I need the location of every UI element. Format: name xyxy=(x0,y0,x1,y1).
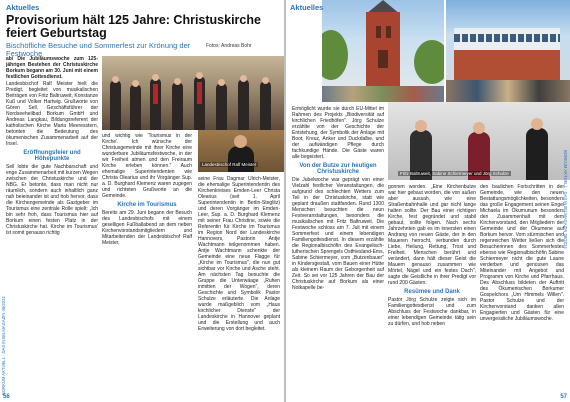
subheading: Kirche im Tourismus xyxy=(117,202,177,208)
person-figure xyxy=(238,79,249,130)
person-face xyxy=(262,77,269,84)
photo-credit: Fotos: Andreas Bohr xyxy=(206,43,252,49)
church-window xyxy=(378,50,388,68)
right-page xyxy=(286,0,570,402)
person-face xyxy=(240,75,247,82)
article-lead: ab/ Die Jubiläumswoche zum 125-jährigen Bestehen der Christuskirche Borkum begann am 30. Juni mit einem festlichen Gottesdienst. xyxy=(6,56,98,80)
paragraph: Pastor Jörg Schulze zeigte sich im Familiengottesdienst und zum Abschluss der Festwoche dankbar, in einer lebendigen Gemeinde tätig sein zu dürfen, und hob neben xyxy=(388,297,476,327)
person-figure xyxy=(216,83,227,130)
paragraph: Die Jubelwoche war geprägt von einer Vielzahl festlicher Veranstaltungen, die aufgrund des schlechten Wetters zum Teil in der Christuskirche, statt wie geplant draußen stattfanden. Rund 1300 Menschen besuchten die neun Festveranstaltungen, besonders die musikalischen mit Fritz Baltruweit. Die Festwoche schloss am 7. Juli mit einem Sommerfest und einem lebendigen Familiengottesdienst. In diesem erzählte die Regionalbischöfin des Evangelisch-lutherischen Sprengels Ostfriesland-Ems, Sabine Schiermeyer, vom „Butzenbauer" in Kindersgestalt, vom Bauen einer Hütte als kleinem Raum der Geborgenheit auf Zeit. So sei vor 125 Jahren der Bau der Christuskirche auf Borkum als einer Notkapelle be- xyxy=(292,177,384,291)
person-figure xyxy=(130,84,141,130)
person-figure xyxy=(526,128,548,180)
text-column-1 xyxy=(6,56,98,392)
paragraph: seine Frau Dagmar Ulrich-Meister, die ehemalige Superintendentin des Kirchenkreises Emden-Leer Christa Olearius (seit 1. April Superintendentin in Berlin-Steglitz) und deren Vorgänger im Emden-Leer, Sup. a. D. Burghard Klemenz mit seiner Frau Christine, sowie die Referentin für Kirche im Tourismus im Region Nord der Landeskirche Hannovers, Pastorin Antje Wachtmann teilgenommen haben. Antje Wachtmann schenkte der Gemeinde eine neue Flagge für „Kirche im Tourismus", die nun gut sichtbar vor Kirche und Asche steht. Am nächsten Tag besuchte die Gruppe die Unterwäage „Ruhen inmitten der Wogen", deren Geschichte und Symbolik Pastor Schulze erläuterte. Die Anlage wurde maßgeblich vom „Haus kirchlicher Dienste" der Landeskirche in Hannover geplant und die Erstellung und auch Erweiterung von dort begleitet. xyxy=(198,176,280,332)
text-column-2 xyxy=(388,184,476,392)
paragraph: und wichtig wie 'Tourismus in der Kirche'. Ich wünsche der Christusgemeinde mit ihrer Kirche eine wunderbare Jubiläumsfestwoche, in der wir Freiheit atmen und den Freiraum Kirche erleben können." Auch ehemalige Superintendenten wie Christa Olearius und ihr Vorgänger Sup. a. D. Burghard Klemenz waren zugegen und richteten Grußworte an die Gemeinde. xyxy=(102,133,192,199)
running-footer: BORKUM AKTUELL · DAS INSELMAGAZIN 08/2024 xyxy=(563,150,568,249)
church-window xyxy=(386,26,391,38)
page-number: 56 xyxy=(3,394,10,400)
page-number: 57 xyxy=(560,394,567,400)
person-face xyxy=(415,120,427,132)
text-column-3 xyxy=(480,184,564,392)
text-column-3 xyxy=(198,176,280,392)
person-face xyxy=(132,80,139,87)
left-page xyxy=(0,0,284,402)
church-photo xyxy=(322,0,444,102)
tree xyxy=(414,40,444,84)
choir-photo xyxy=(102,56,284,130)
tree xyxy=(322,30,348,80)
person-figure xyxy=(228,146,254,172)
running-footer: BORKUM AKTUELL · DAS INSELMAGAZIN 08/2024 xyxy=(1,296,6,395)
paragraph: gonnen worden. „Eine Kirchenbutze war hier gebaut worden, die von außen aber aussah, wie eine Straßenbahnhalle und gar nicht lange halten sollte. Der Bau einer richtigen Kirche, fest gegründet und stabil gebaut, sollte folgen. Nach sechs Jahrzehnten gab es im innersten einen Andrang von neuen Gäste, der in den Maueren herrscht, verbunden durch Liebe, Heilung, Rettung, Trost und Freiheit. Menschen berührt und verändert, dann hält dieser Geist die Mauern genauso zusammen wie Mörtel, Nägel und ein festes Dach", sagte die Geistliche in ihrer Predigt vor rund 200 Gästen. xyxy=(388,184,476,286)
paragraph: Sell lobte die gute Nachbarschaft und enge Zusammenarbeit mit kurzen Wegen zwischen der Christuskirche und der NBG. Er betonte, dass man nicht nur räumlich, sondern auch inhaltlich ganz nah beieinander ist und hob hervor, dass die Kirchengemeinde als Gastgeber im Tourismus eine zentrale Rolle spielt: „Ich bin sehr froh, dass Tourismus hier auf Borkum einen festen Platz in der Christuskirche hat. Kirche im Tourismus' ist somit genauso richtig xyxy=(6,164,98,236)
section-tag: Aktuelles xyxy=(6,3,40,12)
photo-caption: Fritz Baltruweit, Sabine Schiermeyer und Jörg Schulze xyxy=(400,171,509,176)
building-wall xyxy=(454,50,560,80)
crowd xyxy=(322,86,444,102)
stole xyxy=(153,84,158,104)
stole xyxy=(197,82,202,104)
person-figure xyxy=(260,81,271,130)
person-face xyxy=(473,122,485,134)
person-figure xyxy=(172,82,183,130)
text-column-2 xyxy=(102,133,192,392)
person-face xyxy=(218,79,225,86)
solar-panels xyxy=(454,34,560,42)
crowd xyxy=(446,80,570,102)
person-face xyxy=(112,76,119,83)
church-window xyxy=(376,26,381,38)
subheading: Von der Butze zur heutigen Christuskirche xyxy=(299,163,377,175)
photo-caption: Landesbischof Ralf Meister xyxy=(202,162,257,167)
article-headline: Provisorium hält 125 Jahre: Christuskirche feiert Geburtstag xyxy=(6,13,261,40)
festival-tent-photo xyxy=(446,0,570,102)
subheading: Resümee und Dank xyxy=(404,289,460,295)
group-photo xyxy=(388,102,570,180)
paragraph: Bereits am 29. Juni begann der Besuch des Landesbischofs mit einem geselligen Fußballabend an dem neben Kirchenvorstandsmitgliedern und Mitarbeitenden der Landesbischof Ralf Meister, xyxy=(102,210,192,246)
person-face xyxy=(174,78,181,85)
person-face xyxy=(152,74,159,81)
paragraph: Ermöglicht wurde sie durch EU-Mittel im Rahmen des Projekts „Biodiversität auf kirchlichen Friedhöfen". Jörg Schulze erzählte von der Geschichte der Entstehung, der Symbolik der Anlage mit Boot, Kreuz, Anker und Duckdalbe, und der aufwändigen Pflege durch fachkundige Hände. Die Gäste waren alle begeistert. xyxy=(292,106,384,160)
person-face xyxy=(196,72,203,79)
text-column-1 xyxy=(292,106,384,392)
person-face xyxy=(531,118,543,130)
paragraph: den baulichen Fortschritten in der Gemeinde, wie den neuen Bestattungsmöglichkeiten, besonders das große Engagement seinen Engel Michaela im Ökumunum besonders den Zusammenhalt mit dem Kirchenvorstand, den Mitgliedern der Gemeinde und der Ökumene auf Borkum hervor. Vom stürmischen und regenreichen Wetter ließen sich die Besucherinnen des Sommerfestes ebenso wie Regionalbischöfin Sabine Schiermeyer nicht die gute Laune verderben und genossen das Miteinander mit Angebot und Programm von Kirche und Pfarrhaus. Des Abschluss bildeten der Auftritt des Ökumenischen Borkumer Gospelchors „Um Himmels Willen". Pastor Schulze und der Kirchenvorstand danken allen Engagierten und Gästen für eine unvergessliche Jubiläumswoche. xyxy=(480,184,564,322)
article-subhead: Bischöfliche Besuche und Sommerfest zur Krönung der Festwoche xyxy=(6,41,191,58)
person-face xyxy=(234,135,247,148)
paragraph: Landesbischof Ralf Meister hielt die Predigt, begleitet von musikalischen Beiträgen von Fritz Baltruweit, Konstanze Kuß und Volker Hartwig. Grußworte von Gören Sell, Geschäftsführer der Nordseeheilbad Borkum GmbH und Andreas Langkau, Bildungsreferent der katholischen Kirche Maria Meeresstern, betonten die Bedeutung des ökumenischen Zusammenarbeit auf der Insel. xyxy=(6,81,98,147)
section-tag: Aktuelles xyxy=(290,3,324,12)
person-figure xyxy=(110,80,121,130)
subheading: Eröffnungsfeier und Höhepunkte xyxy=(23,150,81,162)
